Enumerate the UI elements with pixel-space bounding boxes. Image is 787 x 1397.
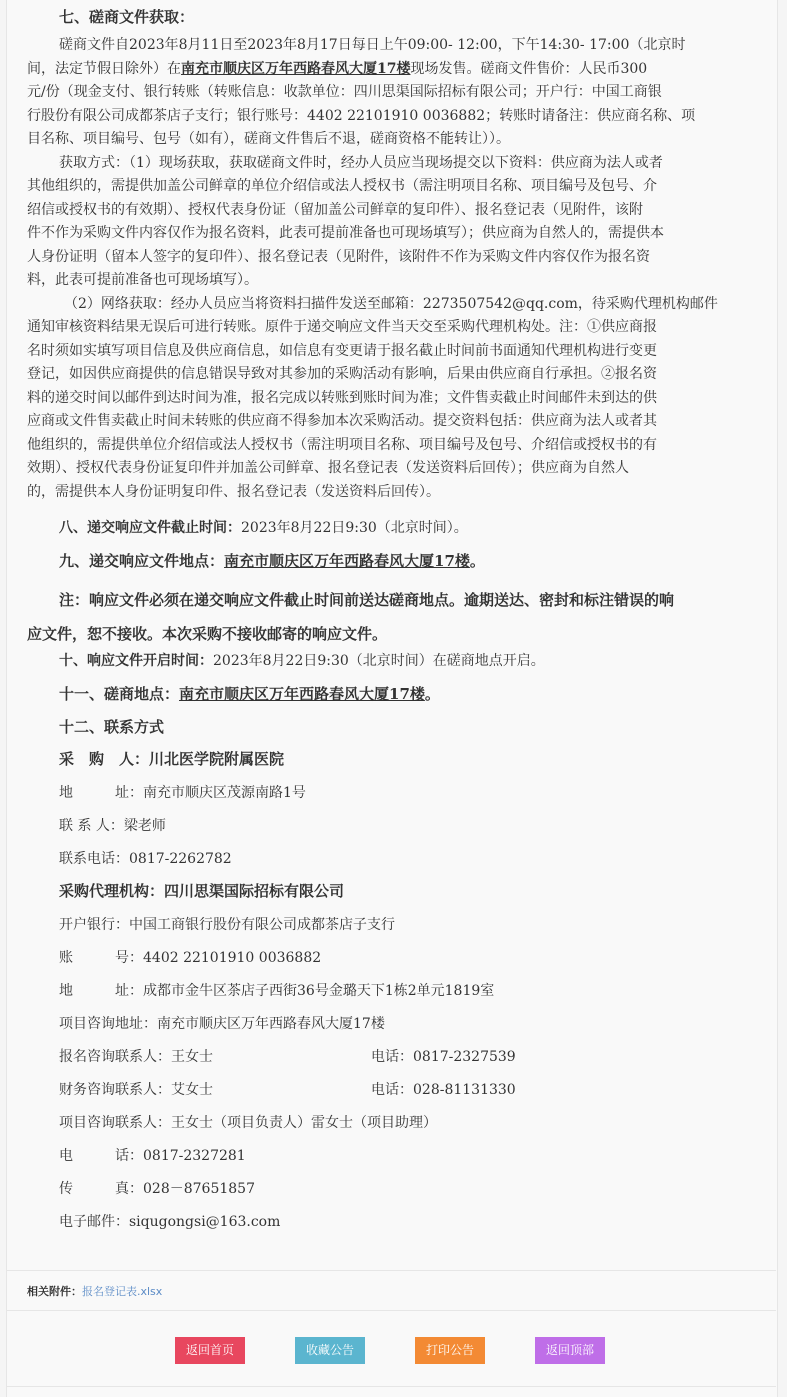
registration-contact-row xyxy=(27,1039,755,1072)
agency-address: 地 址：成都市金牛区茶店子西街36号金璐天下1栋2单元1819室 xyxy=(59,982,495,999)
finance-contact: 财务咨询联系人：艾女士 xyxy=(59,1081,213,1098)
section-10-value: 2023年8月22日9:30（北京时间）在磋商地点开启。 xyxy=(213,653,545,669)
agency-email: 电子邮件：siqugongsi@163.com xyxy=(59,1213,281,1230)
text-line: 绍信或授权书的有效期）、授权代表身份证（留加盖公司鲜章的复印件）、报名登记表（见附件，该附 xyxy=(27,201,643,218)
text-line: 名时须如实填写项目信息及供应商信息，如信息有变更请于报名截止时间前书面通知代理机构进行变更 xyxy=(27,342,657,359)
purchaser-name: 采 购 人：川北医学院附属医院 xyxy=(59,750,285,768)
text-line: 他组织的，需提供单位介绍信或法人授权书（需注明项目名称、项目编号及包号、介绍信或授权书的有 xyxy=(27,436,657,453)
section-8 xyxy=(27,517,468,537)
text-line: 磋商文件自2023年8月11日至2023年8月17日每日上午09:00- 12:00，下午14:30- 17:00（北京时 xyxy=(59,37,686,53)
text-line: 登记，如因供应商提供的信息错误导致对其参加的采购活动有影响，后果由供应商自行承担。②报名资 xyxy=(27,366,657,382)
text-line: 获取方式：（1）现场获取，获取磋商文件时，经办人员应当现场提交以下资料：供应商为法人或者 xyxy=(59,154,663,171)
purchaser-phone: 联系电话：0817-2262782 xyxy=(59,850,232,867)
venue-location: 南充市顺庆区万年西路春风大厦17楼 xyxy=(181,60,411,77)
text-line: 其他组织的，需提供加盖公司鲜章的单位介绍信或法人授权书（需注明项目名称、项目编号及包号、介 xyxy=(27,178,657,194)
consult-address: 项目咨询地址：南充市顺庆区万年西路春风大厦17楼 xyxy=(59,1015,385,1032)
divider xyxy=(6,1386,776,1387)
text-line: 目名称、项目编号、包号（如有），磋商文件售后不退，磋商资格不能转让））。 xyxy=(27,131,510,147)
back-to-top-button[interactable]: 返回顶部 xyxy=(535,1337,605,1364)
section-11-value: 南充市顺庆区万年西路春风大厦17楼 xyxy=(179,685,425,703)
finance-contact-row xyxy=(27,1072,755,1105)
text-line: 间，法定节假日除外）在南充市顺庆区万年西路春风大厦17楼现场发售。磋商文件售价：人民币300 xyxy=(27,60,648,77)
section-9-value: 南充市顺庆区万年西路春风大厦17楼 xyxy=(224,552,470,570)
project-contact: 项目咨询联系人：王女士（项目负责人）雷女士（项目助理） xyxy=(59,1114,437,1131)
section-10-title: 十、响应文件开启时间： xyxy=(59,653,213,669)
divider xyxy=(6,1310,776,1311)
agency-fax: 传 真：028－87651857 xyxy=(59,1180,255,1197)
section-12-title: 十二、联系方式 xyxy=(59,718,165,736)
text-line: （2）网络获取：经办人员应当将资料扫描件发送至邮箱：2273507542@qq.com，待采购代理机构邮件 xyxy=(64,295,718,312)
registration-contact: 报名咨询联系人：王女士 xyxy=(59,1048,213,1065)
text-line: 应商或文件售卖截止时间未转账的供应商不得参加本次采购活动。提交资料包括：供应商为法人或者其 xyxy=(27,413,657,429)
section-11: 十一、磋商地点：南充市顺庆区万年西路春风大厦17楼。 xyxy=(59,685,440,703)
text-line: 效期）、授权代表身份证复印件并加盖公司鲜章、报名登记表（发送资料后回传）；供应商为自然人 xyxy=(27,460,629,476)
favorite-button[interactable]: 收藏公告 xyxy=(295,1337,365,1364)
section-7-body xyxy=(27,34,755,504)
attachment-label: 相关附件： xyxy=(27,1285,82,1298)
agency-bank: 开户银行：中国工商银行股份有限公司成都茶店子支行 xyxy=(59,916,395,933)
section-9: 九、递交响应文件地点：南充市顺庆区万年西路春风大厦17楼。 xyxy=(59,552,485,570)
text-line: 料的递交时间以邮件到达时间为准，报名完成以转账到账时间为准；文件售卖截止时间邮件未到达的供 xyxy=(27,389,657,406)
section-8-value: 2023年8月22日9:30（北京时间）。 xyxy=(241,520,468,536)
text-line: 通知审核资料结果无误后可进行转账。原件于递交响应文件当天交至采购代理机构处。注：①供应商报 xyxy=(27,319,657,335)
note-line: 注：响应文件必须在递交响应文件截止时间前送达磋商地点。逾期送达、密封和标注错误的响 xyxy=(59,591,675,609)
text-line: 件不作为采购文件内容仅作为报名资料，此表可提前准备也可现场填写）；供应商为自然人的，需提供本 xyxy=(27,225,664,241)
text-line: 人身份证明（留本人签字的复印件）、报名登记表（见附件，该附件不作为采购文件内容仅作为报名资 xyxy=(27,248,650,265)
section-9-title: 九、递交响应文件地点： xyxy=(59,552,225,570)
section-7-title: 七、磋商文件获取： xyxy=(59,8,195,26)
print-button[interactable]: 打印公告 xyxy=(415,1337,485,1364)
section-8-title: 八、递交响应文件截止时间： xyxy=(59,520,241,536)
section-11-title: 十一、磋商地点： xyxy=(59,685,180,703)
divider xyxy=(6,1270,776,1271)
section-10 xyxy=(27,650,545,670)
text-line: 的，需提供本人身份证明复印件、报名登记表（发送资料后回传）。 xyxy=(27,483,440,500)
text-line: 行股份有限公司成都茶店子支行；银行账号：4402 22101910 0036882；转账时请备注：供应商名称、项 xyxy=(27,107,696,124)
back-home-button[interactable]: 返回首页 xyxy=(175,1337,245,1364)
agency-account: 账 号：4402 22101910 0036882 xyxy=(59,949,322,966)
purchaser-contact: 联 系 人：梁老师 xyxy=(59,817,166,834)
note-line: 应文件，恕不接收。本次采购不接收邮寄的响应文件。 xyxy=(27,625,388,643)
text-line: 料，此表可提前准备也可现场填写）。 xyxy=(27,272,258,288)
purchaser-address: 地 址：南充市顺庆区茂源南路1号 xyxy=(59,784,306,801)
important-note xyxy=(27,583,674,651)
attachments xyxy=(27,1283,162,1299)
finance-phone: 电话：028-81131330 xyxy=(371,1081,516,1098)
agency-tel: 电 话：0817-2327281 xyxy=(59,1147,246,1164)
text-line: 元/份（现金支付、银行转账（转账信息：收款单位：四川思渠国际招标有限公司；开户行：中国工商银 xyxy=(27,84,662,100)
contact-info xyxy=(27,742,755,1237)
registration-phone: 电话：0817-2327539 xyxy=(371,1048,516,1065)
agency-name: 采购代理机构：四川思渠国际招标有限公司 xyxy=(59,882,345,900)
attachment-link[interactable]: 报名登记表.xlsx xyxy=(82,1285,163,1298)
